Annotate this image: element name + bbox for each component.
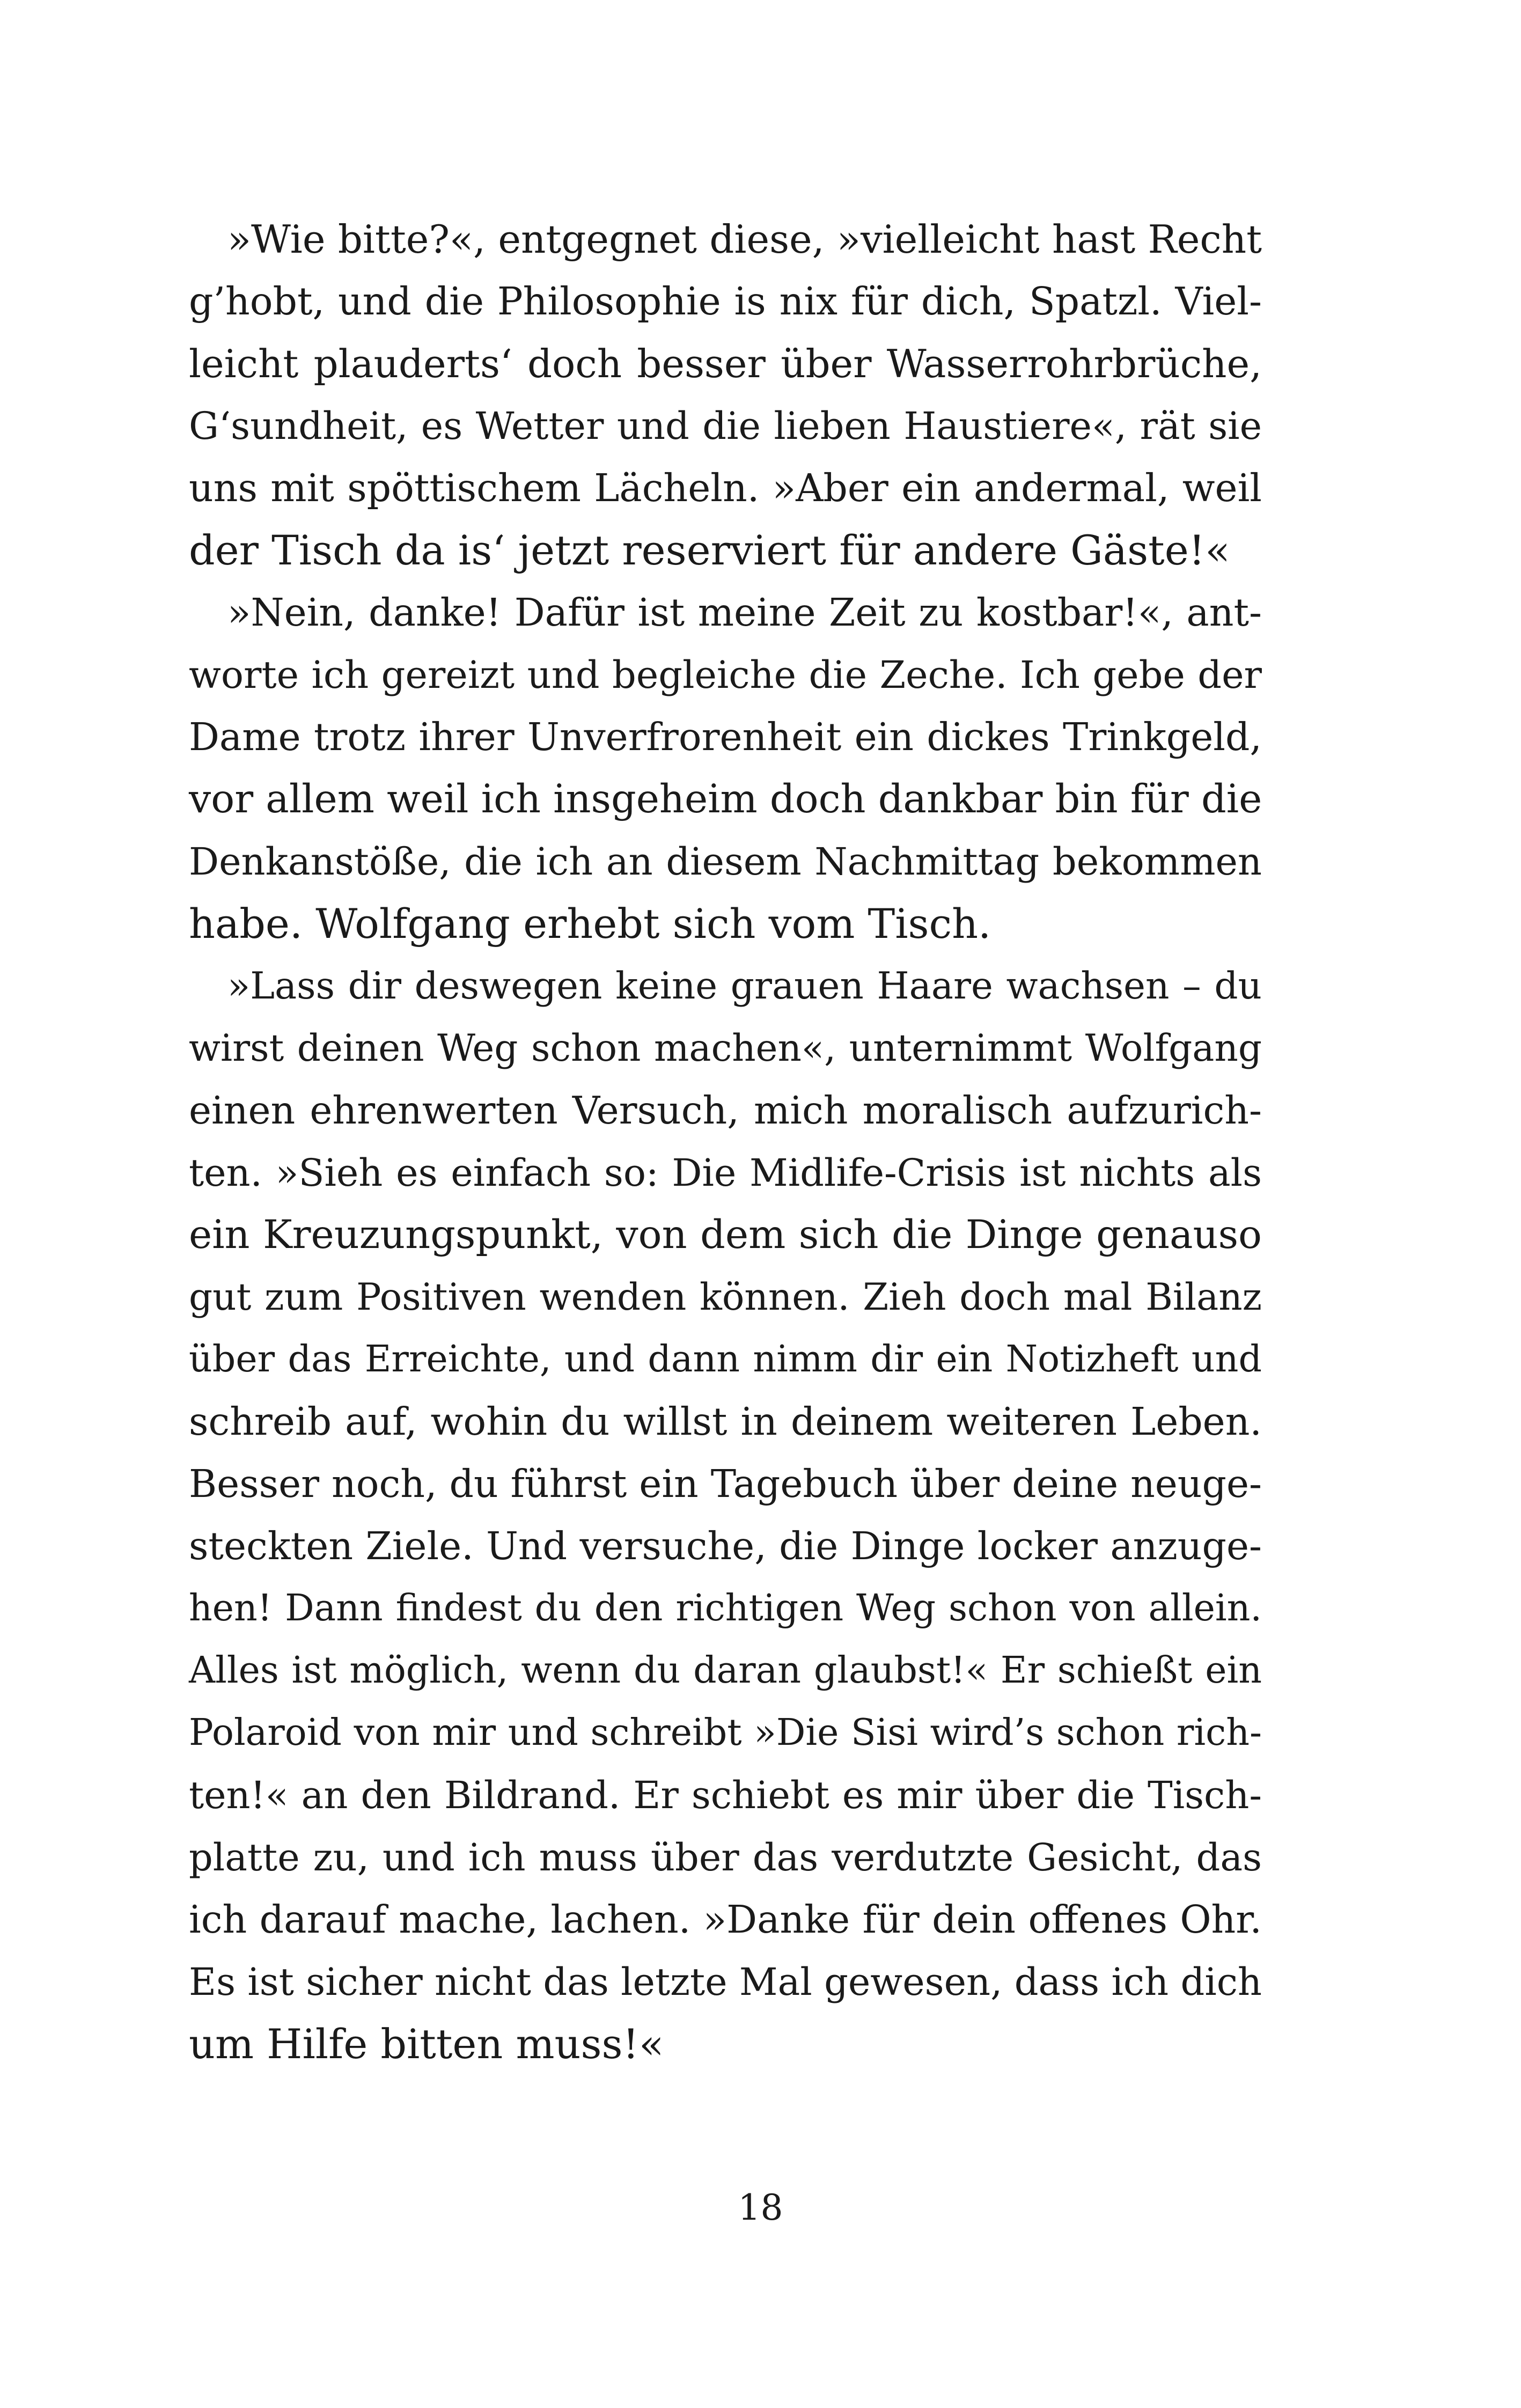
paragraph-2-line-4: vor allem weil ich insgeheim doch dankbar bin für die [189,776,1262,822]
paragraph-3-line-12: Alles ist möglich, wenn du daran glaubst!« Er schießt ein [189,1649,1262,1692]
paragraph-2-line-5: Denkanstöße, die ich an diesem Nachmittag bekommen [189,840,1262,884]
paragraph-1-line-3: leicht plauderts‘ doch besser über Wasserrohrbrüche, [189,341,1262,386]
paragraph-3-line-14: ten!« an den Bildrand. Er schiebt es mir über die Tisch- [189,1773,1262,1817]
page-number: 18 [738,2187,783,2228]
paragraph-3-line-2: wirst deinen Weg schon machen«, unternimmt Wolfgang [189,1027,1262,1070]
paragraph-3-line-11: hen! Dann findest du den richtigen Weg schon von allein. [189,1587,1262,1629]
paragraph-1-line-6: der Tisch da is‘ jetzt reserviert für andere Gäste!« [189,526,1230,574]
paragraph-2-line-1: »Nein, danke! Dafür ist meine Zeit zu kostbar!«, ant- [227,590,1262,635]
paragraph-1-line-1: »Wie bitte?«, entgegnet diese, »vielleicht hast Recht [227,217,1262,262]
paragraph-3-line-16: ich darauf mache, lachen. »Danke für dein offenes Ohr. [189,1897,1262,1942]
paragraph-1-line-2: g’hobt, und die Philosophie is nix für dich, Spatzl. Viel- [189,279,1262,324]
paragraph-3-line-4: ten. »Sieh es einfach so: Die Midlife-Crisis ist nichts als [189,1151,1262,1195]
paragraph-3-line-1: »Lass dir deswegen keine grauen Haare wachsen – du [227,965,1262,1008]
paragraph-2-line-3: Dame trotz ihrer Unverfrorenheit ein dickes Trinkgeld, [189,715,1262,759]
paragraph-3-line-6: gut zum Positiven wenden können. Zieh doch mal Bilanz [189,1276,1262,1319]
body-text [189,208,1262,2075]
paragraph-2-line-2: worte ich gereizt und begleiche die Zeche. Ich gebe der [189,653,1262,697]
paragraph-3-line-5: ein Kreuzungspunkt, von dem sich die Dinge genauso [189,1212,1262,1258]
paragraph-3-line-17: Es ist sicher nicht das letzte Mal gewesen, dass ich dich [189,1960,1262,2004]
paragraph-3-line-18: um Hilfe bitten muss!« [189,2020,664,2068]
paragraph-3-line-7: über das Erreichte, und dann nimm dir ein Notizheft und [189,1338,1262,1381]
paragraph-3-line-9: Besser noch, du führst ein Tagebuch über deine neuge- [189,1462,1262,1506]
paragraph-3-line-15: platte zu, und ich muss über das verdutzte Gesicht, das [189,1836,1262,1880]
paragraph-1-line-5: uns mit spöttischem Lächeln. »Aber ein andermal, weil [189,466,1262,510]
paragraph-3-line-8: schreib auf, wohin du willst in deinem weiteren Leben. [189,1399,1262,1444]
paragraph-3-line-13: Polaroid von mir und schreibt »Die Sisi wird’s schon rich- [189,1712,1262,1754]
paragraph-3-line-10: steckten Ziele. Und versuche, die Dinge locker anzuge- [189,1524,1262,1568]
paragraph-2-line-6: habe. Wolfgang erhebt sich vom Tisch. [189,900,991,948]
paragraph-1-line-4: G‘sundheit, es Wetter und die lieben Haustiere«, rät sie [189,404,1262,448]
paragraph-3-line-3: einen ehrenwerten Versuch, mich moralisch aufzurich- [189,1088,1262,1133]
